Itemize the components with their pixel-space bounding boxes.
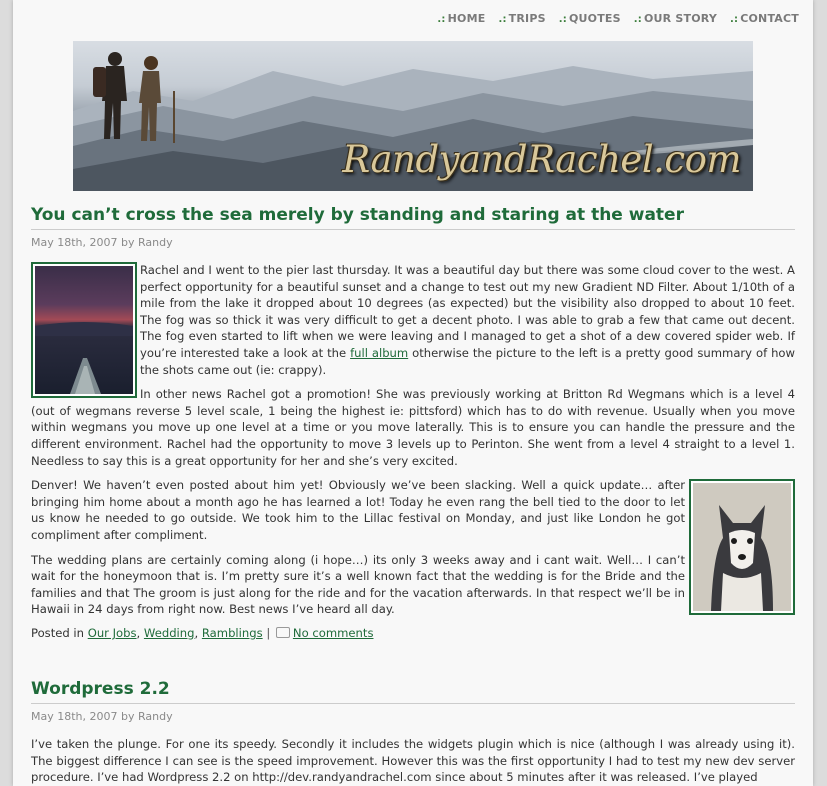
post-meta: May 18th, 2007 by Randy <box>31 236 173 249</box>
pier-silhouette <box>35 266 133 394</box>
nav-contact-label: CONTACT <box>740 12 799 25</box>
category-link[interactable]: Our Jobs <box>87 625 137 640</box>
separator: | <box>266 625 271 640</box>
post-title <box>31 679 795 704</box>
nav-home[interactable] <box>437 12 485 25</box>
nav-contact[interactable] <box>730 12 799 25</box>
nav-home-label: HOME <box>447 12 486 25</box>
denver-puppy-photo[interactable] <box>689 479 795 615</box>
post-title <box>31 205 795 230</box>
post-2 <box>31 679 795 786</box>
pier-photo-image <box>35 266 133 394</box>
post-title-link[interactable]: You can’t cross the sea merely by standing and staring at the water <box>31 205 684 225</box>
header-banner[interactable] <box>73 41 753 191</box>
puppy-photo-image <box>693 483 791 611</box>
nav-our-story-label: OUR STORY <box>643 12 717 25</box>
nav-our-story[interactable] <box>634 12 717 25</box>
post-text: Rachel and I went to the pier last thursday. It was a beautiful day but there was some cloud cover to the west. A perfect opportunity for a beautiful sunset and a change to test out my new Gradient ND Filter. About 1/10th of a mile from the lake it dropped about 10 degrees (as expected) but the visibility also dropped to about 10 feet. The fog was so thick it was very difficult to get a decent photo. I was able to grab a few that came out decent. The fog even started to lift when we were leaving and I managed to get a shot of a dew covered spider web. If you’re interested take a look at the <box>140 263 795 360</box>
nav-trips-label: TRIPS <box>508 12 546 25</box>
top-nav <box>428 12 799 25</box>
nav-quotes[interactable] <box>559 12 621 25</box>
site-title: RandyandRachel.com <box>342 138 741 181</box>
nav-bullet: .: <box>437 14 446 25</box>
post-paragraph <box>31 262 795 378</box>
post-title-link[interactable]: Wordpress 2.2 <box>31 679 170 699</box>
comments-link[interactable]: No comments <box>292 625 374 640</box>
nav-quotes-label: QUOTES <box>568 12 621 25</box>
posted-in-label: Posted in <box>31 625 85 640</box>
nav-bullet: .: <box>498 14 507 25</box>
category-link[interactable]: Wedding <box>143 625 195 640</box>
post-paragraph: In other news Rachel got a promotion! She was previously working at Britton Rd Wegmans which is a level 4 (out of wegmans reverse 5 level scale, 1 being the highest ie: pittsford) which has to do with revenue. Usually when you move within wegmans you move up one level at a time or you move laterally. This is to ensure you can handle the pressure and the different environment. Rachel had the opportunity to move 3 levels up to Perinton. She went from a level 4 straight to a level 1. Needless to say this is a great opportunity for her and she’s very excited. <box>31 387 795 468</box>
post-footer: Posted in Our Jobs, Wedding, Ramblings | No comments <box>31 625 374 640</box>
nav-bullet: .: <box>730 14 739 25</box>
comment-icon <box>276 627 290 638</box>
nav-bullet: .: <box>633 14 642 25</box>
post-meta: May 18th, 2007 by Randy <box>31 710 173 723</box>
husky-puppy <box>693 483 791 611</box>
category-link[interactable]: Ramblings <box>201 625 263 640</box>
post-paragraph: I’ve taken the plunge. For one its speedy. Secondly it includes the widgets plugin which is nice (although I was already using it). The biggest difference I can see is the speed improvement. However this was the first opportunity I had to test my new dev server procedure. I’ve had Wordpress 2.2 on http://dev.randyandrachel.com since about 5 minutes after it was released. I’ve played <box>31 737 795 785</box>
nav-trips[interactable] <box>498 12 545 25</box>
post-paragraph: The wedding plans are certainly coming along (i hope…) its only 3 weeks away and i cant wait. Well… I can’t wait for the honeymoon that is. I’m pretty sure it’s a well known fact that the wedding is for the Bride and the families and that The groom is just along for the ride and for the vacation afterwards. In that respect we’ll be in Hawaii in 24 days from right now. Best news I’ve heard all day. <box>31 552 685 617</box>
post-1 <box>31 205 795 640</box>
pier-sunset-photo[interactable] <box>31 262 137 398</box>
page <box>13 0 813 786</box>
post-text: otherwise the picture to the left is a pretty good summary of how the shots came out (ie: crappy). <box>140 345 795 377</box>
full-album-link[interactable]: full album <box>350 345 409 360</box>
nav-bullet: .: <box>558 14 567 25</box>
post-paragraph: Denver! We haven’t even posted about him yet! Obviously we’ve been slacking. Well a quick update… after bringing him home about a month ago he has learned a lot! Today he even rang the bell tied to the door to let us know he needed to go outside. We took him to the Lillac festival on Monday, and just like London he got compliment after compliment. <box>31 478 685 542</box>
